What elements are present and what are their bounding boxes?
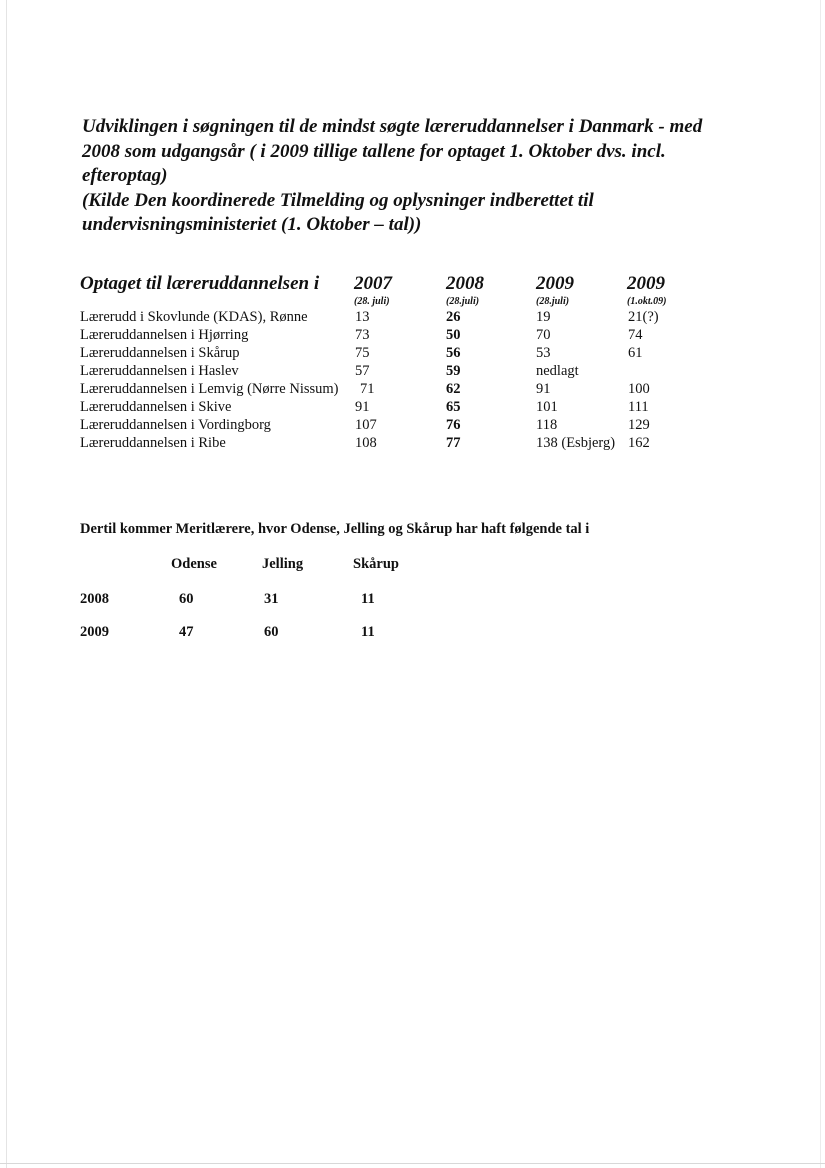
heading-line: (Kilde Den koordinerede Tilmelding og oplysninger indberettet til [82, 189, 594, 211]
heading-line: Udviklingen i søgningen til de mindst søgte læreruddannelser i Danmark - med [82, 116, 703, 137]
column-header-note: (28.juli) [446, 296, 480, 307]
column-header-note: (1.okt.09) [627, 296, 667, 307]
value-2007: 75 [355, 345, 370, 361]
value-2009-july: 118 [536, 417, 558, 433]
merit-value: 47 [179, 624, 194, 640]
column-header-note: (28. juli) [354, 296, 390, 307]
school-name: Læreruddannelsen i Skårup [80, 345, 240, 361]
value-2009-oct: 100 [628, 381, 650, 397]
value-2009-oct: 74 [628, 327, 643, 343]
heading-line: 2008 som udgangsår ( i 2009 tillige tallene for optaget 1. Oktober dvs. incl. [82, 140, 666, 162]
value-2009-july: 101 [536, 399, 558, 415]
school-name: Læreruddannelsen i Skive [80, 399, 232, 415]
column-header-note: (28.juli) [536, 296, 570, 307]
value-2009-july: 138 (Esbjerg) [536, 435, 616, 451]
school-name: Læreruddannelsen i Haslev [80, 363, 239, 379]
value-2007: 71 [360, 381, 375, 397]
value-2009-july: 70 [536, 327, 551, 343]
merit-value: 60 [264, 624, 279, 640]
merit-header-odense: Odense [171, 556, 217, 572]
value-2008: 77 [446, 435, 461, 451]
value-2007: 13 [355, 309, 370, 325]
merit-header-skaarup: Skårup [353, 556, 399, 572]
merit-row-year: 2009 [80, 624, 109, 640]
column-header-year: 2008 [446, 273, 484, 294]
value-2008: 76 [446, 417, 461, 433]
column-header-year: 2007 [354, 273, 392, 294]
school-name: Læreruddannelsen i Hjørring [80, 327, 249, 343]
value-2009-oct: 111 [628, 399, 649, 415]
value-2009-oct: 61 [628, 345, 643, 361]
merit-value: 60 [179, 591, 194, 607]
merit-value: 11 [361, 591, 375, 607]
value-2007: 91 [355, 399, 370, 415]
value-2007: 108 [355, 435, 377, 451]
value-2009-oct: 129 [628, 417, 650, 433]
school-name: Lærerudd i Skovlunde (KDAS), Rønne [80, 309, 308, 325]
value-2009-july: 53 [536, 345, 551, 361]
value-2009-oct: 21(?) [628, 309, 659, 325]
merit-row-year: 2008 [80, 591, 109, 607]
merit-header-jelling: Jelling [262, 556, 304, 572]
value-2008: 59 [446, 363, 461, 379]
page-edge-bottom [0, 1163, 825, 1164]
value-2008: 26 [446, 309, 461, 325]
school-name: Læreruddannelsen i Vordingborg [80, 417, 271, 433]
school-name: Læreruddannelsen i Ribe [80, 435, 226, 451]
value-2009-july: 91 [536, 381, 551, 397]
page-edge-left [6, 0, 7, 1168]
value-2009-july: 19 [536, 309, 551, 325]
value-2008: 65 [446, 399, 461, 415]
school-name: Læreruddannelsen i Lemvig (Nørre Nissum) [80, 381, 339, 397]
value-2007: 73 [355, 327, 370, 343]
table-label-header: Optaget til læreruddannelsen i [80, 273, 320, 294]
column-header-year: 2009 [536, 273, 574, 294]
value-2007: 107 [355, 417, 377, 433]
page-edge-right [820, 0, 821, 1168]
column-header-year: 2009 [627, 273, 665, 294]
merit-value: 31 [264, 591, 279, 607]
merit-value: 11 [361, 624, 375, 640]
merit-intro: Dertil kommer Meritlærere, hvor Odense, Jelling og Skårup har haft følgende tal i [80, 521, 590, 537]
value-2008: 62 [446, 381, 461, 397]
heading-line: efteroptag) [82, 165, 168, 186]
value-2009-july: nedlagt [536, 363, 579, 379]
document-heading [82, 115, 762, 238]
value-2007: 57 [355, 363, 370, 379]
value-2009-oct: 162 [628, 435, 650, 451]
value-2008: 56 [446, 345, 461, 361]
value-2008: 50 [446, 327, 461, 343]
heading-line: undervisningsministeriet (1. Oktober – tal)) [82, 214, 422, 235]
